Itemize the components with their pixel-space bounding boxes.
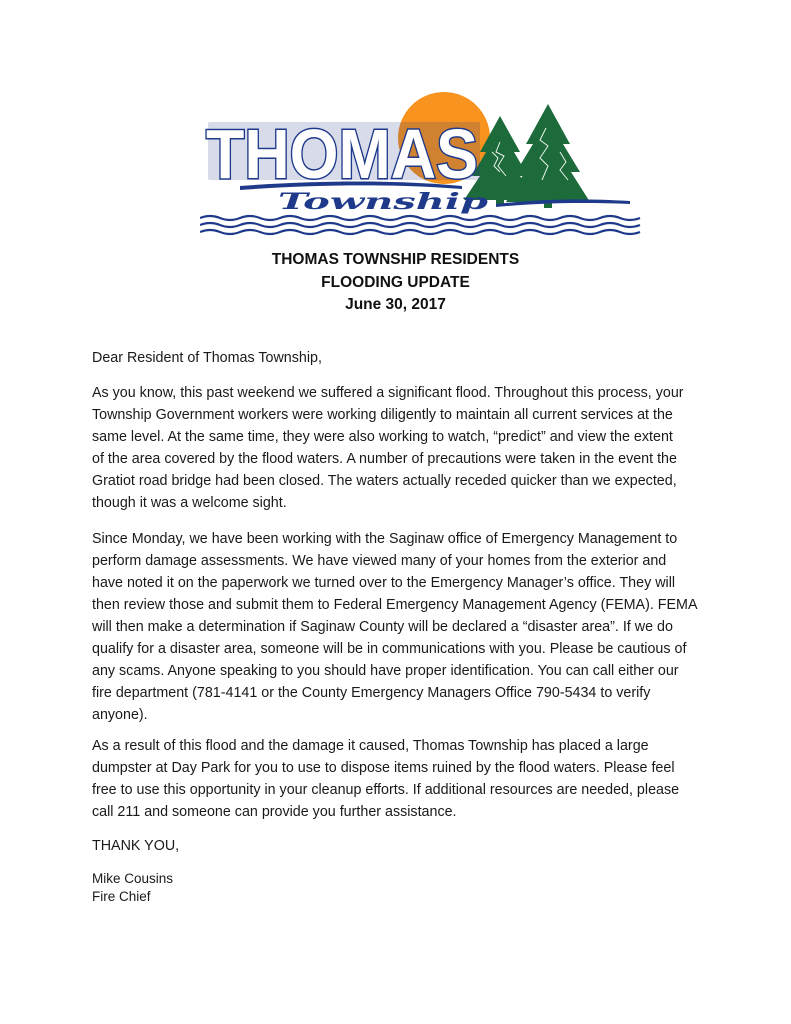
paragraph-line: anyone). bbox=[92, 707, 148, 723]
paragraph-line: Gratiot road bridge had been closed. The waters actually receded quicker than we expected, bbox=[92, 473, 677, 489]
notice-header bbox=[0, 249, 791, 317]
signer-title: Fire Chief bbox=[92, 889, 151, 904]
paragraph-line: same level. At the same time, they were also working to watch, “predict” and view the extent bbox=[92, 429, 673, 445]
paragraph-line: have noted it on the paperwork we turned over to the Emergency Manager’s office. They will bbox=[92, 575, 676, 591]
thomas-wordmark: THOMAS bbox=[206, 115, 478, 193]
paragraph-line: perform damage assessments. We have viewed many of your homes from the exterior and bbox=[92, 553, 667, 569]
notice-title: THOMAS TOWNSHIP RESIDENTS bbox=[271, 251, 520, 268]
paragraph-line: qualify for a disaster area, someone will be in communications with you. Please be cautious of bbox=[92, 641, 687, 657]
salutation: Dear Resident of Thomas Township, bbox=[92, 350, 322, 366]
paragraph-1 bbox=[92, 382, 732, 514]
township-script-wordmark: Township bbox=[278, 189, 490, 215]
paragraph-line: will then make a determination if Saginaw County will be declared a “disaster area”. If we do bbox=[92, 619, 673, 635]
paragraph-line: though it was a welcome sight. bbox=[92, 495, 287, 511]
paragraph-line: As a result of this flood and the damage it caused, Thomas Township has placed a large bbox=[92, 738, 649, 754]
notice-date: June 30, 2017 bbox=[345, 296, 446, 313]
thomas-township-logo bbox=[200, 86, 645, 236]
paragraph-2 bbox=[92, 528, 732, 726]
paragraph-line: Since Monday, we have been working with the Saginaw office of Emergency Management to bbox=[92, 531, 678, 547]
paragraph-line: then review those and submit them to Federal Emergency Management Agency (FEMA). FEMA bbox=[92, 597, 698, 613]
signer-name: Mike Cousins bbox=[92, 871, 174, 886]
water-waves-icon bbox=[200, 216, 640, 234]
paragraph-line: call 211 and someone can provide you further assistance. bbox=[92, 804, 457, 820]
signature-block bbox=[92, 870, 173, 906]
paragraph-line: dumpster at Day Park for you to use to dispose items ruined by the flood waters. Please feel bbox=[92, 760, 675, 776]
paragraph-line: fire department (781-4141 or the County Emergency Managers Office 790-5434 to verify bbox=[92, 685, 651, 701]
notice-subtitle: FLOODING UPDATE bbox=[321, 273, 470, 291]
paragraph-3 bbox=[92, 735, 732, 823]
paragraph-line: Township Government workers were working diligently to maintain all current services at the bbox=[92, 407, 673, 423]
paragraph-line: of the area covered by the flood waters. A number of precautions were taken in the event the bbox=[92, 451, 677, 467]
paragraph-line: free to use this opportunity in your cleanup efforts. If additional resources are needed, please bbox=[92, 782, 680, 798]
closing: THANK YOU, bbox=[92, 838, 180, 854]
paragraph-line: As you know, this past weekend we suffered a significant flood. Throughout this process, your bbox=[92, 385, 684, 401]
paragraph-line: any scams. Anyone speaking to you should have proper identification. You can call either our bbox=[92, 663, 679, 679]
